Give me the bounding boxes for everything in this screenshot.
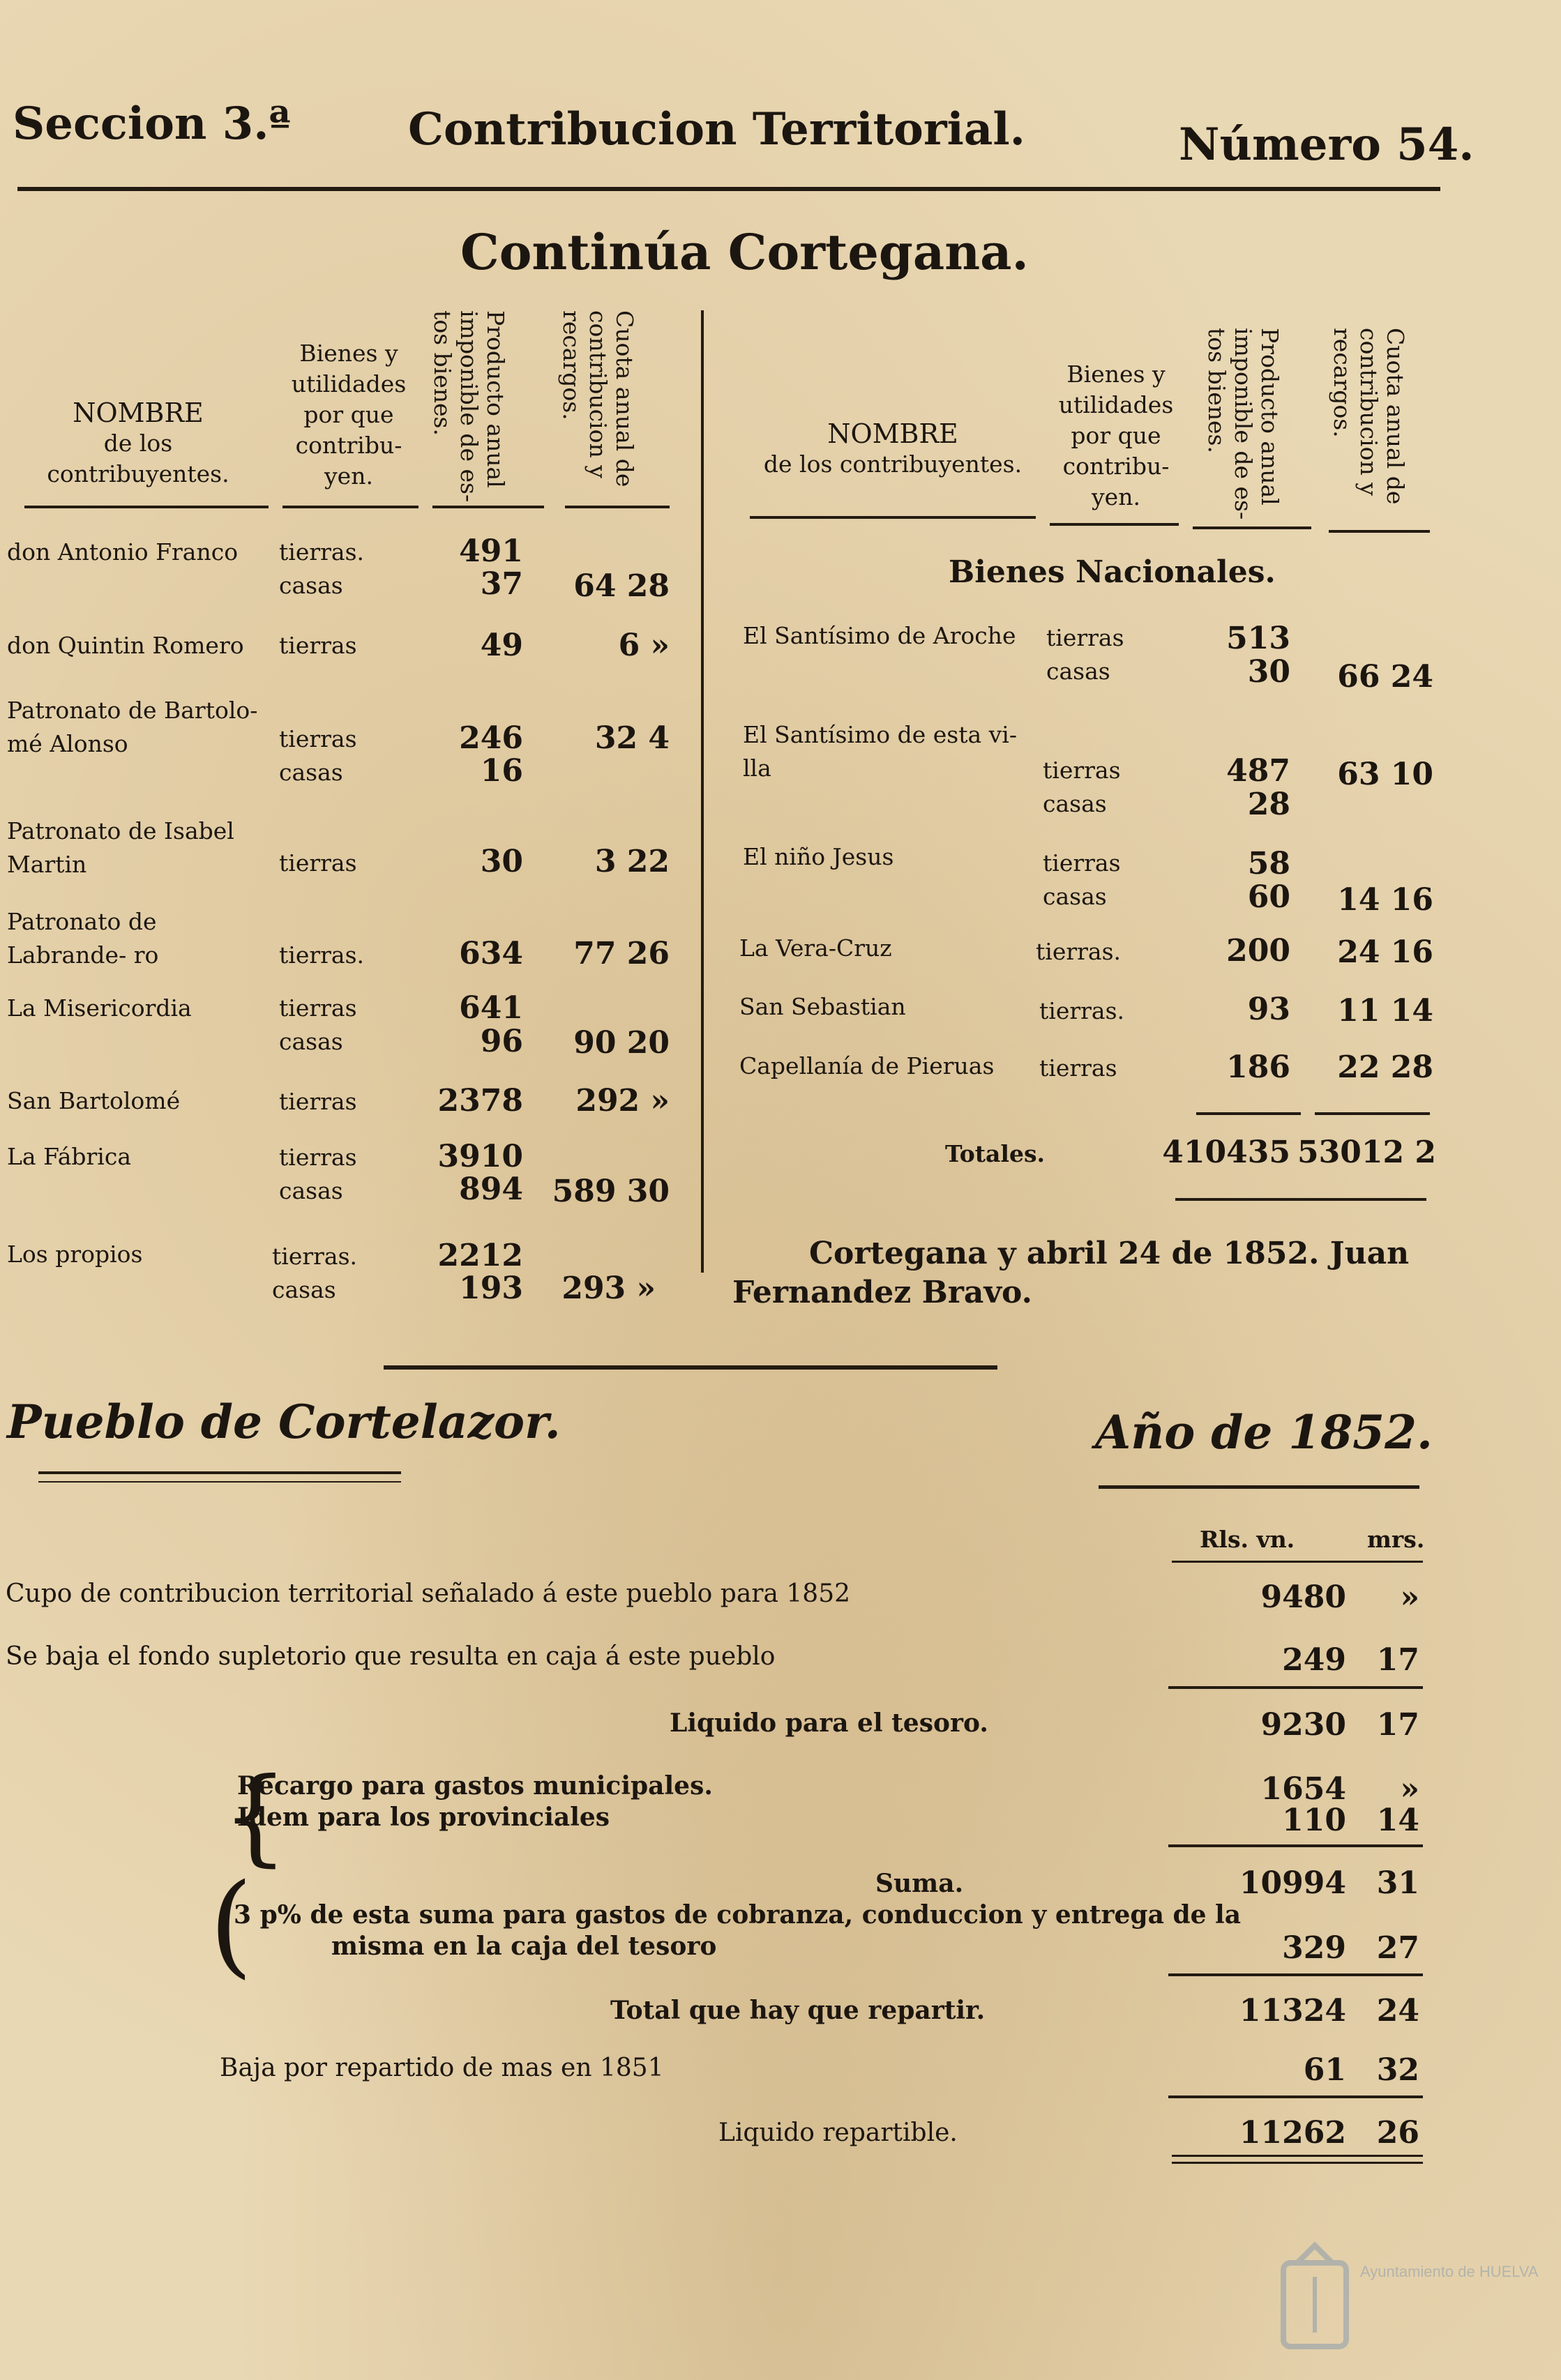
- final-rule-2: [1172, 2162, 1423, 2164]
- cortelazor-title: Pueblo de Cortelazor.: [7, 1395, 561, 1449]
- recargo-provincial-label: Idem para los provinciales: [237, 1803, 610, 1832]
- left-row-cuota: 589 30: [552, 1174, 670, 1209]
- cobranza-label: 3 p% de esta suma para gastos de cobranza, conduccion y entrega de la: [234, 1900, 1242, 1930]
- left-head-rule-2: [282, 506, 418, 508]
- left-row-value: 49: [480, 628, 523, 663]
- left-row-name: don Quintin Romero: [7, 632, 244, 659]
- totales-rule-2: [1315, 1112, 1430, 1115]
- recargo-municipal-label: Recargo para gastos municipales.: [237, 1771, 713, 1801]
- right-row-name: San Sebastian: [739, 993, 906, 1020]
- left-row-cuota: 32 4: [594, 720, 670, 756]
- left-row-bien: tierras: [279, 725, 357, 752]
- right-col-producto: Producto anual imponible de es- tos bienes.: [1203, 328, 1283, 520]
- totales-label: Totales.: [945, 1140, 1046, 1167]
- liquido-tesoro-rls: 9230: [1260, 1707, 1346, 1743]
- continua-title: Continúa Cortegana.: [460, 223, 1029, 281]
- left-row-value: 2212: [437, 1238, 523, 1273]
- col-mrs-label: mrs.: [1367, 1526, 1425, 1553]
- left-row-bien: tierras.: [272, 1243, 357, 1270]
- right-col-nombre: [746, 418, 1039, 480]
- right-head-rule-4: [1329, 530, 1430, 533]
- cupo-mrs: »: [1400, 1579, 1419, 1615]
- right-row-bien: tierras: [1043, 849, 1121, 877]
- right-row-cuota: 11 14: [1337, 993, 1433, 1029]
- right-row-name: El niño Jesus: [743, 843, 894, 870]
- right-row-cuota: 66 24: [1337, 659, 1433, 695]
- liquido-repartible-rls: 11262: [1239, 2115, 1346, 2151]
- right-col-nombre-title: NOMBRE: [827, 418, 958, 449]
- left-row-name: Patronato de Bartolo- mé Alonso: [7, 697, 258, 757]
- right-row-name: Capellanía de Pieruas: [739, 1052, 995, 1079]
- baja-repartido-rls: 61: [1303, 2052, 1346, 2088]
- right-row-value: 60: [1247, 879, 1290, 915]
- cortelazor-year-rule: [1099, 1485, 1419, 1489]
- left-row-bien: casas: [279, 1028, 343, 1055]
- liquido-repartible-label: Liquido repartible.: [718, 2118, 958, 2147]
- left-col-producto: Producto anual imponible de es- tos bienes.: [429, 310, 509, 503]
- left-row-bien: tierras: [279, 1088, 357, 1115]
- right-col-cuota: Cuota anual de contribucion y recargos.: [1329, 328, 1409, 505]
- baja-repartido-label: Baja por repartido de mas en 1851: [220, 2054, 664, 2082]
- left-head-rule-1: [24, 506, 269, 508]
- left-row-name: La Fábrica: [7, 1143, 132, 1170]
- watermark-text: Ayuntamiento de HUELVA: [1360, 2263, 1539, 2280]
- right-col-nombre-sub: de los contribuyentes.: [763, 450, 1023, 478]
- right-row-name: La Vera-Cruz: [739, 934, 892, 962]
- left-row-bien: tierras.: [279, 538, 364, 566]
- left-row-value: 634: [459, 936, 523, 971]
- cobranza-label-2: misma en la caja del tesoro: [331, 1932, 717, 1961]
- left-row-value: 193: [459, 1271, 523, 1306]
- right-row-name: El Santísimo de Aroche: [743, 622, 1016, 649]
- cobranza-mrs: 27: [1376, 1930, 1419, 1966]
- left-row-bien: casas: [279, 1177, 343, 1204]
- right-row-value: 30: [1247, 654, 1290, 690]
- recargo-municipal-mrs: »: [1400, 1771, 1419, 1807]
- recargo-provincial-rls: 110: [1282, 1803, 1346, 1838]
- totales-producto: 410435: [1162, 1135, 1290, 1170]
- left-row-cuota: 90 20: [573, 1025, 670, 1061]
- suma-rls: 10994: [1239, 1865, 1346, 1901]
- totales-cuota: 53012 2: [1297, 1135, 1437, 1170]
- section-divider: [384, 1365, 997, 1370]
- brace-2: (: [209, 1859, 253, 1989]
- cupo-rls: 9480: [1260, 1579, 1346, 1615]
- right-row-value: 513: [1226, 621, 1290, 656]
- left-row-name: don Antonio Franco: [7, 538, 239, 566]
- left-row-value: 96: [480, 1024, 523, 1059]
- suma-mrs: 31: [1376, 1865, 1419, 1901]
- left-row-name: Los propios: [7, 1241, 143, 1268]
- cobranza-rls: 329: [1282, 1930, 1346, 1966]
- right-row-cuota: 24 16: [1337, 934, 1433, 970]
- left-row-name: Patronato de Isabel Martin: [7, 817, 234, 878]
- left-row-bien: tierras.: [279, 941, 364, 969]
- column-divider: [701, 310, 704, 1273]
- right-row-bien: casas: [1043, 883, 1107, 910]
- right-head-rule-1: [750, 516, 1036, 519]
- suma-label: Suma.: [875, 1869, 964, 1898]
- col-head-rule: [1172, 1561, 1423, 1563]
- liquido-tesoro-label: Liquido para el tesoro.: [670, 1708, 988, 1738]
- right-row-value: 186: [1226, 1049, 1290, 1085]
- left-row-name: San Bartolomé: [7, 1087, 181, 1114]
- left-row-cuota: 292 »: [575, 1083, 670, 1119]
- left-col-nombre: [13, 397, 264, 490]
- right-row-bien: tierras: [1043, 757, 1121, 784]
- left-head-rule-4: [565, 506, 670, 508]
- rule-suma: [1168, 1844, 1423, 1847]
- left-col-bienes: Bienes y utilidades por que contribu- yen.: [291, 340, 407, 490]
- left-row-value: 491: [459, 533, 523, 569]
- right-row-bien: casas: [1043, 790, 1107, 817]
- left-row-value: 30: [480, 844, 523, 879]
- left-row-cuota: 77 26: [573, 936, 670, 971]
- left-row-value: 2378: [437, 1083, 523, 1119]
- left-row-cuota: 6 »: [618, 628, 670, 663]
- right-row-cuota: 14 16: [1337, 882, 1433, 918]
- signature: Cortegana y abril 24 de 1852. Juan Fernandez Bravo.: [732, 1236, 1410, 1310]
- left-row-value: 894: [459, 1172, 523, 1207]
- left-row-value: 37: [480, 566, 523, 602]
- left-row-value: 246: [459, 720, 523, 756]
- right-row-value: 58: [1247, 846, 1290, 881]
- total-repartir-rls: 11324: [1239, 1993, 1346, 2029]
- recargo-provincial-mrs: 14: [1376, 1803, 1419, 1838]
- right-head-rule-3: [1193, 526, 1311, 529]
- rule-total: [1168, 1973, 1423, 1976]
- left-row-bien: tierras: [279, 994, 357, 1022]
- left-row-value: 3910: [437, 1139, 523, 1174]
- cortelazor-title-rule: [38, 1471, 401, 1474]
- totales-rule-1: [1196, 1112, 1301, 1115]
- left-row-bien: tierras: [279, 1144, 357, 1171]
- left-row-cuota: 64 28: [573, 568, 670, 604]
- right-row-cuota: 22 28: [1337, 1049, 1433, 1085]
- left-row-cuota: 3 22: [594, 844, 670, 879]
- cortelazor-title-rule-2: [38, 1481, 401, 1483]
- shield-icon: [1269, 2235, 1548, 2374]
- watermark-logo: [1269, 2235, 1548, 2374]
- right-row-bien: tierras: [1046, 624, 1124, 651]
- left-row-bien: casas: [279, 759, 343, 786]
- fondo-mrs: 17: [1376, 1642, 1419, 1678]
- right-col-bienes: Bienes y utilidades por que contribu- yen.: [1058, 361, 1174, 510]
- final-rule-1: [1172, 2155, 1423, 2157]
- left-row-name: Patronato de Labrande- ro: [7, 908, 159, 969]
- left-col-cuota: Cuota anual de contribucion y recargos.: [558, 310, 638, 487]
- right-row-bien: tierras.: [1036, 938, 1121, 965]
- left-row-value: 641: [459, 990, 523, 1026]
- left-row-value: 16: [480, 753, 523, 789]
- cortelazor-year: Año de 1852.: [1095, 1405, 1433, 1460]
- right-row-value: 28: [1247, 787, 1290, 822]
- rule-liquido-repartible: [1168, 2095, 1423, 2098]
- right-row-bien: tierras: [1039, 1054, 1117, 1082]
- right-row-value: 487: [1226, 753, 1290, 789]
- recargo-municipal-rls: 1654: [1260, 1771, 1346, 1807]
- page-number: Número 54.: [1179, 119, 1475, 171]
- right-row-value: 200: [1226, 933, 1290, 969]
- right-row-bien: tierras.: [1039, 997, 1124, 1024]
- left-head-rule-3: [432, 506, 544, 508]
- header-rule: [17, 187, 1440, 191]
- cupo-label: Cupo de contribucion territorial señalado á este pueblo para 1852: [6, 1579, 851, 1608]
- bienes-nacionales-heading: Bienes Nacionales.: [949, 554, 1276, 590]
- baja-repartido-mrs: 32: [1376, 2052, 1419, 2088]
- left-row-name: La Misericordia: [7, 994, 192, 1022]
- right-row-name: El Santísimo de esta vi- lla: [743, 721, 1018, 782]
- right-row-value: 93: [1247, 992, 1290, 1027]
- liquido-repartible-mrs: 26: [1376, 2115, 1419, 2151]
- fondo-label: Se baja el fondo supletorio que resulta en caja á este pueblo: [6, 1642, 776, 1671]
- left-row-bien: casas: [279, 572, 343, 599]
- left-col-nombre-sub: de los contribuyentes.: [47, 430, 229, 487]
- brace: {: [222, 1756, 289, 1877]
- right-head-rule-2: [1050, 523, 1179, 526]
- rule-liquido: [1168, 1686, 1423, 1689]
- totales-rule-3: [1175, 1198, 1426, 1201]
- left-row-bien: tierras: [279, 849, 357, 877]
- left-row-bien: casas: [272, 1276, 336, 1303]
- left-col-nombre-title: NOMBRE: [73, 397, 204, 428]
- total-repartir-mrs: 24: [1376, 1993, 1419, 2029]
- col-rls-label: Rls. vn.: [1200, 1526, 1295, 1553]
- fondo-rls: 249: [1282, 1642, 1346, 1678]
- left-row-bien: tierras: [279, 632, 357, 659]
- left-row-cuota: 293 »: [561, 1271, 656, 1306]
- right-row-cuota: 63 10: [1337, 757, 1433, 792]
- total-repartir-label: Total que hay que repartir.: [610, 1996, 986, 2025]
- page-title: Contribucion Territorial.: [408, 103, 1025, 156]
- liquido-tesoro-mrs: 17: [1376, 1707, 1419, 1743]
- section-label: Seccion 3.ª: [13, 98, 291, 150]
- right-row-bien: casas: [1046, 658, 1110, 685]
